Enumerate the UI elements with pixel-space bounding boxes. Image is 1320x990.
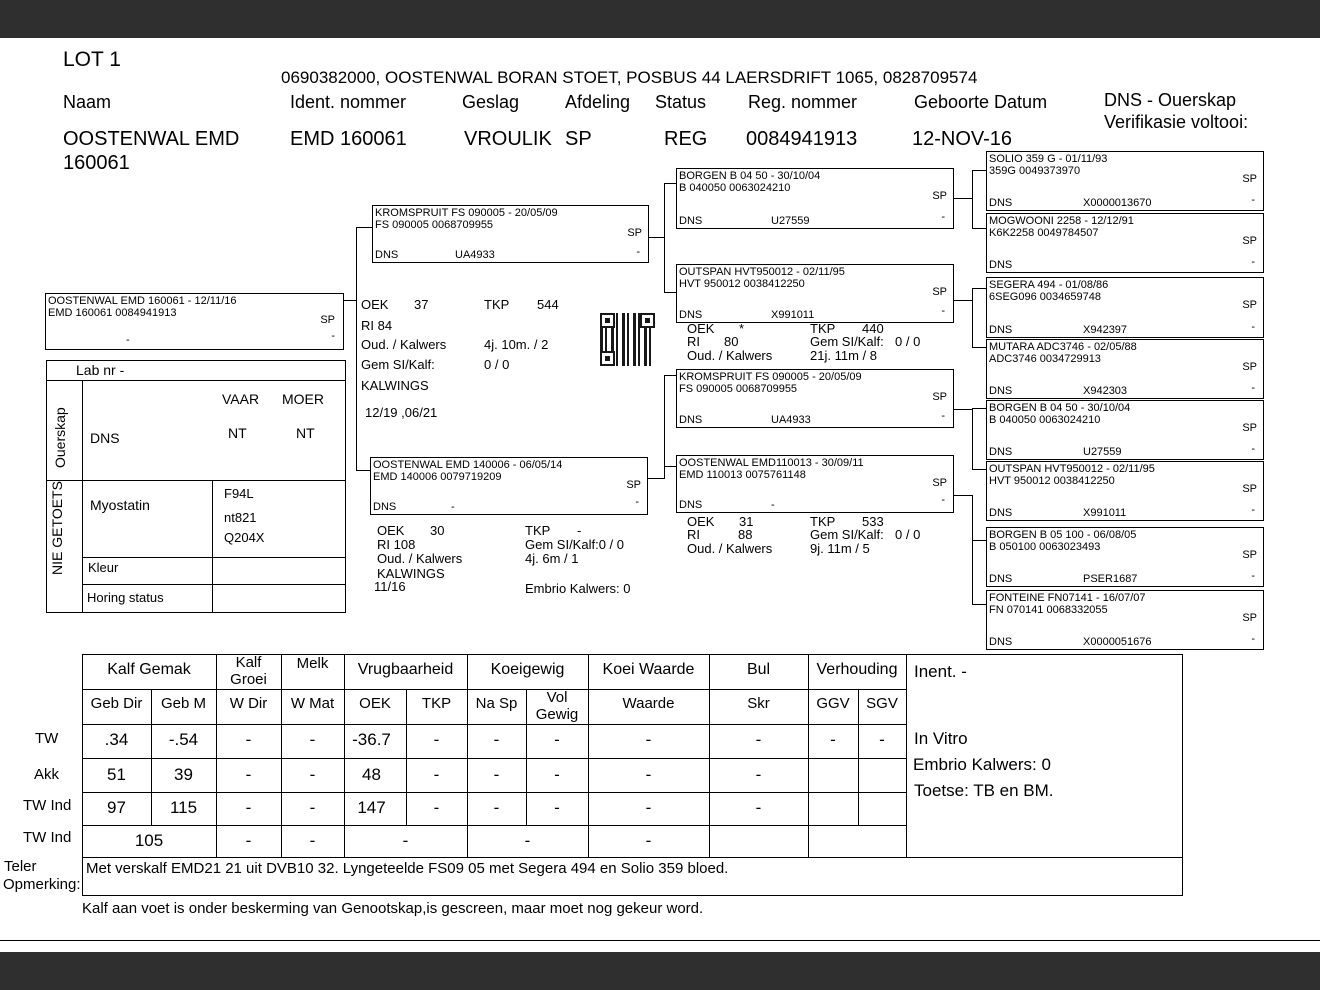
animal-name-2: 160061 <box>63 152 130 174</box>
lab-horing: Horing status <box>87 590 164 605</box>
row-label-tw-ind-2: TW Ind <box>23 829 72 846</box>
gg5-sp: SP <box>1242 422 1257 434</box>
sire-dns-value: UA4933 <box>455 249 495 261</box>
header-status: Status <box>655 92 707 112</box>
dd-oud: Oud. / Kalwers <box>687 541 773 556</box>
gg5-dash: - <box>1251 443 1255 455</box>
dd-ri-value: 88 <box>738 527 753 542</box>
sire-box <box>372 205 649 263</box>
th-koeigewig: Koeigewig <box>490 661 565 678</box>
sh-skr: Skr <box>747 695 770 712</box>
lab-m1: F94L <box>224 486 254 501</box>
th-kalf-groei-2: Groei <box>230 671 267 688</box>
gg5-box <box>986 400 1264 460</box>
animal-ident: EMD 160061 <box>290 128 407 150</box>
dd-ri: RI <box>687 527 700 542</box>
lab-ouerskap: Ouerskap <box>52 407 68 468</box>
gg4-dash: - <box>1251 382 1255 394</box>
cell: - <box>433 798 440 817</box>
gg8-ident: FN 070141 0068332055 <box>989 604 1108 616</box>
ss-oek: OEK <box>687 321 715 336</box>
cell: - <box>645 798 652 817</box>
ds-dash: - <box>941 410 945 422</box>
gg6-title: OUTSPAN HVT950012 - 02/11/95 <box>989 463 1155 475</box>
cell: 97 <box>107 798 126 817</box>
cell: -.54 <box>168 730 199 749</box>
dam-ident: EMD 140006 0079719209 <box>373 471 502 483</box>
cell: - <box>554 798 560 817</box>
sh-geb-dir: Geb Dir <box>90 695 143 712</box>
gg6-sp: SP <box>1242 483 1257 495</box>
gg2-title: MOGWOONI 2258 - 12/12/91 <box>989 215 1134 227</box>
sh-w-dir: W Dir <box>229 695 268 712</box>
gg3-title: SEGERA 494 - 01/08/86 <box>989 279 1109 291</box>
gg5-dns: DNS <box>989 446 1013 458</box>
sire-tkp-value: 544 <box>537 297 559 312</box>
th-melk: Melk <box>296 655 329 672</box>
cell: - <box>433 765 440 784</box>
sh-geb-m: Geb M <box>160 695 206 712</box>
cell: - <box>493 765 500 784</box>
gg1-sp: SP <box>1242 173 1257 185</box>
gg3-box <box>986 277 1264 338</box>
gg7-sp: SP <box>1242 549 1257 561</box>
dam-oek: OEK <box>377 523 405 538</box>
gg4-box <box>986 339 1264 399</box>
dd-dns: DNS <box>679 499 703 511</box>
gg7-title: BORGEN B 05 100 - 06/08/05 <box>989 529 1137 541</box>
header-reg: Reg. nommer <box>748 92 858 112</box>
ss-tkp: TKP <box>810 321 836 336</box>
gg6-dns-value: X991011 <box>1083 507 1127 519</box>
toetse: Toetse: TB en BM. <box>914 781 1054 800</box>
gg2-ident: K6K2258 0049784507 <box>989 227 1099 239</box>
lot-number: LOT 1 <box>63 48 121 71</box>
header-geslag: Geslag <box>462 92 520 112</box>
dd-box <box>676 455 954 513</box>
header-dns: DNS - Ouerskap <box>1104 90 1237 110</box>
sh-waarde: Waarde <box>622 695 675 712</box>
sire-ri: RI 84 <box>361 318 393 333</box>
dam-oud-value: 4j. 6m / 1 <box>525 551 579 566</box>
ds-ident: FS 090005 0068709955 <box>679 383 798 395</box>
cell: - <box>755 730 762 749</box>
gg4-title: MUTARA ADC3746 - 02/05/88 <box>989 341 1137 353</box>
footer-note: Kalf aan voet is onder beskerming van Genootskap,is gescreen, maar moet nog gekeur word. <box>82 900 704 917</box>
cell: - <box>245 730 252 749</box>
ss-ri-value: 80 <box>724 334 739 349</box>
th-vrugbaarheid: Vrugbaarheid <box>357 661 454 678</box>
gg1-dns: DNS <box>989 197 1013 209</box>
sd-dns: DNS <box>679 309 703 321</box>
cell: 51 <box>107 765 126 784</box>
gg4-dns: DNS <box>989 385 1013 397</box>
cell: - <box>755 798 762 817</box>
self-dash-2: - <box>126 334 130 346</box>
teler-label: Teler <box>4 858 37 875</box>
sh-gewig: Gewig <box>535 706 579 723</box>
sire-ident: FS 090005 0068709955 <box>375 219 494 231</box>
cell: .34 <box>104 730 129 749</box>
gg4-dns-value: X942303 <box>1083 385 1128 397</box>
ss-sp: SP <box>932 190 947 202</box>
dam-ri: RI 108 <box>377 537 416 552</box>
sd-title: OUTSPAN HVT950012 - 02/11/95 <box>679 266 845 278</box>
row-label-tw-ind: TW Ind <box>23 797 72 814</box>
ss-title: BORGEN B 04 50 - 30/10/04 <box>679 170 821 182</box>
ss-oud: Oud. / Kalwers <box>687 348 773 363</box>
ss-tkp-value: 440 <box>862 321 884 336</box>
gg2-dash: - <box>1251 256 1255 268</box>
gg8-sp: SP <box>1242 612 1257 624</box>
cell: - <box>830 730 836 749</box>
gg7-dns: DNS <box>989 573 1013 585</box>
cell: 115 <box>169 798 198 817</box>
ss-ident: B 040050 0063024210 <box>679 182 791 194</box>
sire-oek-value: 37 <box>414 297 429 312</box>
dam-sp: SP <box>626 479 641 491</box>
cell: 48 <box>362 765 381 784</box>
dd-title: OOSTENWAL EMD110013 - 30/09/11 <box>679 457 864 469</box>
opmerking-label: Opmerking: <box>3 876 81 893</box>
sh-sgv: SGV <box>866 695 898 712</box>
sd-dns-value: X991011 <box>771 309 815 321</box>
ds-dns-value: UA4933 <box>771 414 811 426</box>
sd-sp: SP <box>932 286 947 298</box>
gg3-dns: DNS <box>989 324 1013 336</box>
header-ident: Ident. nommer <box>290 92 407 112</box>
lab-m3: Q204X <box>224 530 265 545</box>
gg8-dns-value: X0000051676 <box>1083 636 1152 648</box>
lab-nt-vaar: NT <box>228 425 247 441</box>
dam-dash: - <box>635 496 639 508</box>
row-label-akk: Akk <box>34 766 60 783</box>
ss-ri: RI <box>687 334 700 349</box>
sd-ident: HVT 950012 0038412250 <box>679 278 805 290</box>
embrio-kalwers: Embrio Kalwers: 0 <box>913 755 1051 774</box>
ss-oek-value: * <box>739 321 745 336</box>
gg2-sp: SP <box>1242 235 1257 247</box>
sire-oek: OEK <box>361 297 389 312</box>
ds-sp: SP <box>932 391 947 403</box>
cell: - <box>645 765 652 784</box>
dd-ident: EMD 110013 0075761148 <box>679 469 806 481</box>
dam-dns: DNS <box>373 501 397 513</box>
gg6-box <box>986 461 1264 521</box>
header-naam: Naam <box>63 92 112 112</box>
gg1-title: SOLIO 359 G - 01/11/93 <box>989 153 1108 165</box>
cell: - <box>554 765 560 784</box>
sire-title: KROMSPRUIT FS 090005 - 20/05/09 <box>375 207 558 219</box>
gg3-ident: 6SEG096 0034659748 <box>989 291 1101 303</box>
dam-kalwings-value: 11/16 <box>374 579 406 594</box>
gg4-ident: ADC3746 0034729913 <box>989 353 1101 365</box>
lab-myostatin: Myostatin <box>90 497 150 513</box>
gg1-dash: - <box>1251 194 1255 206</box>
lab-m2: nt821 <box>224 510 257 525</box>
qr-code <box>600 313 655 366</box>
dd-tkp-value: 533 <box>862 514 884 529</box>
cell: - <box>309 730 316 749</box>
dam-dns-value: - <box>451 501 455 513</box>
dam-embrio: Embrio Kalwers: 0 <box>525 581 631 596</box>
dd-gem: Gem SI/Kalf: <box>810 527 884 542</box>
cell: - <box>493 730 500 749</box>
gg5-ident: B 040050 0063024210 <box>989 414 1101 426</box>
dd-dns-value: - <box>771 499 775 511</box>
in-vitro: In Vitro <box>914 729 968 748</box>
gg2-dns: DNS <box>989 259 1013 271</box>
th-kalf-gemak: Kalf Gemak <box>107 661 191 678</box>
sh-vol: Vol <box>546 689 568 706</box>
header-dns-verify: Verifikasie voltooi: <box>1104 112 1249 132</box>
header-geboorte: Geboorte Datum <box>914 92 1048 112</box>
cell: - <box>554 730 560 749</box>
sh-w-mat: W Mat <box>290 695 335 712</box>
ss-dns: DNS <box>679 215 703 227</box>
self-sp: SP <box>320 314 335 326</box>
self-ident: EMD 160061 0084941913 <box>48 307 177 319</box>
gg8-dns: DNS <box>989 636 1013 648</box>
ss-oud-value: 21j. 11m / 8 <box>810 348 877 363</box>
gg5-dns-value: U27559 <box>1083 446 1122 458</box>
lab-kleur: Kleur <box>88 560 119 575</box>
sd-box <box>676 264 954 323</box>
ss-box <box>676 168 954 229</box>
sire-kalwings-value: 12/19 ,06/21 <box>365 405 438 420</box>
ss-gem-value: 0 / 0 <box>895 334 921 349</box>
sh-oek: OEK <box>359 695 391 712</box>
gg1-dns-value: X0000013670 <box>1083 197 1152 209</box>
gg8-dash: - <box>1251 633 1255 645</box>
cell: - <box>309 765 316 784</box>
dam-kalwings: KALWINGS <box>377 566 445 581</box>
dam-title: OOSTENWAL EMD 140006 - 06/05/14 <box>373 459 563 471</box>
bottom-rule <box>0 940 1320 941</box>
header-afdeling: Afdeling <box>565 92 631 112</box>
dd-tkp: TKP <box>810 514 836 529</box>
lab-nt-moer: NT <box>296 425 315 441</box>
ds-dns: DNS <box>679 414 703 426</box>
gg8-title: FONTEINE FN07141 - 16/07/07 <box>989 592 1146 604</box>
dd-oud-value: 9j. 11m / 5 <box>810 541 870 556</box>
gg7-box <box>986 527 1264 587</box>
dam-oud: Oud. / Kalwers <box>377 551 463 566</box>
dam-oek-value: 30 <box>430 523 445 538</box>
animal-sex: VROULIK <box>464 128 552 150</box>
sire-oud-value: 4j. 10m. / 2 <box>484 337 549 352</box>
cell: 147 <box>357 798 386 817</box>
inent: Inent. - <box>914 662 967 681</box>
cell: -36.7 <box>352 730 391 749</box>
th-kalf-groei: Kalf <box>235 654 262 671</box>
sh-tkp: TKP <box>421 695 452 712</box>
ss-dns-value: U27559 <box>771 215 810 227</box>
sire-dash: - <box>636 246 640 258</box>
cell: - <box>645 730 652 749</box>
cell: - <box>433 730 440 749</box>
top-bar <box>0 0 1320 38</box>
cell: - <box>245 765 252 784</box>
sh-na-sp: Na Sp <box>475 695 518 712</box>
dam-box <box>370 457 648 515</box>
dd-dash: - <box>941 494 945 506</box>
cell: - <box>524 831 531 850</box>
lab-moer: MOER <box>282 391 324 407</box>
animal-status: REG <box>664 128 708 150</box>
animal-birthdate: 12-NOV-16 <box>912 128 1013 150</box>
dd-oek-value: 31 <box>739 514 754 529</box>
dam-tkp-value: - <box>577 523 582 538</box>
lab-nie-getoets: NIE GETOETS <box>49 481 65 575</box>
bottom-bar <box>0 952 1320 990</box>
dd-sp: SP <box>932 477 947 489</box>
sd-dash: - <box>941 305 945 317</box>
sire-oud: Oud. / Kalwers <box>361 337 447 352</box>
cell: - <box>879 730 885 749</box>
animal-reg: 0084941913 <box>746 128 858 150</box>
cell: - <box>493 798 500 817</box>
gg3-dash: - <box>1251 321 1255 333</box>
gg6-dns: DNS <box>989 507 1013 519</box>
gg7-dash: - <box>1251 570 1255 582</box>
self-box <box>45 293 344 350</box>
lab-dns: DNS <box>90 430 120 446</box>
sire-tkp: TKP <box>484 297 510 312</box>
row-label-tw: TW <box>35 730 59 747</box>
animal-afdeling: SP <box>565 128 592 150</box>
gg4-sp: SP <box>1242 361 1257 373</box>
gg6-dash: - <box>1251 504 1255 516</box>
ds-title: KROMSPRUIT FS 090005 - 20/05/09 <box>679 371 862 383</box>
gg1-box <box>986 151 1264 211</box>
gg7-ident: B 050100 0063023493 <box>989 541 1101 553</box>
dam-tkp: TKP <box>525 523 551 538</box>
cell: - <box>755 765 762 784</box>
self-dash: - <box>331 330 335 342</box>
ss-dash: - <box>941 211 945 223</box>
lab-vaar: VAAR <box>222 391 260 407</box>
sire-sp: SP <box>627 227 642 239</box>
th-verhouding: Verhouding <box>816 661 898 678</box>
gg3-sp: SP <box>1242 299 1257 311</box>
sire-gem: Gem SI/Kalf: <box>361 357 435 372</box>
animal-name: OOSTENWAL EMD <box>63 128 240 150</box>
gg1-ident: 359G 0049373970 <box>989 165 1081 177</box>
breeder-info: 0690382000, OOSTENWAL BORAN STOET, POSBUS 44 LAERSDRIFT 1065, 0828709574 <box>281 68 978 87</box>
remark-text: Met verskalf EMD21 21 uit DVB10 32. Lyngeteelde FS09 05 met Segera 494 en Solio 359 bloed. <box>86 860 729 877</box>
self-title: OOSTENWAL EMD 160061 - 12/11/16 <box>48 295 237 307</box>
cell: 39 <box>174 765 193 784</box>
gg8-box <box>986 590 1264 650</box>
cell: - <box>309 798 316 817</box>
gg5-title: BORGEN B 04 50 - 30/10/04 <box>989 402 1131 414</box>
sire-gem-value: 0 / 0 <box>484 357 510 372</box>
cell: - <box>645 831 652 850</box>
dam-gem: Gem SI/Kalf:0 / 0 <box>525 537 624 552</box>
sh-ggv: GGV <box>816 695 850 712</box>
sire-kalwings: KALWINGS <box>361 378 429 393</box>
cell: - <box>309 831 316 850</box>
th-bul: Bul <box>746 661 771 678</box>
dd-gem-value: 0 / 0 <box>895 527 921 542</box>
dd-oek: OEK <box>687 514 715 529</box>
gg2-box <box>986 213 1264 273</box>
lab-nr: Lab nr - <box>76 362 125 378</box>
th-koei-waarde: Koei Waarde <box>602 661 695 678</box>
ss-gem: Gem SI/Kalf: <box>810 334 884 349</box>
cell: 105 <box>134 831 164 850</box>
gg7-dns-value: PSER1687 <box>1083 573 1138 585</box>
cell: - <box>245 831 252 850</box>
gg6-ident: HVT 950012 0038412250 <box>989 475 1115 487</box>
ds-box <box>676 369 954 428</box>
gg3-dns-value: X942397 <box>1083 324 1128 336</box>
cell: - <box>245 798 252 817</box>
cell: - <box>402 831 409 850</box>
sire-dns: DNS <box>375 249 399 261</box>
